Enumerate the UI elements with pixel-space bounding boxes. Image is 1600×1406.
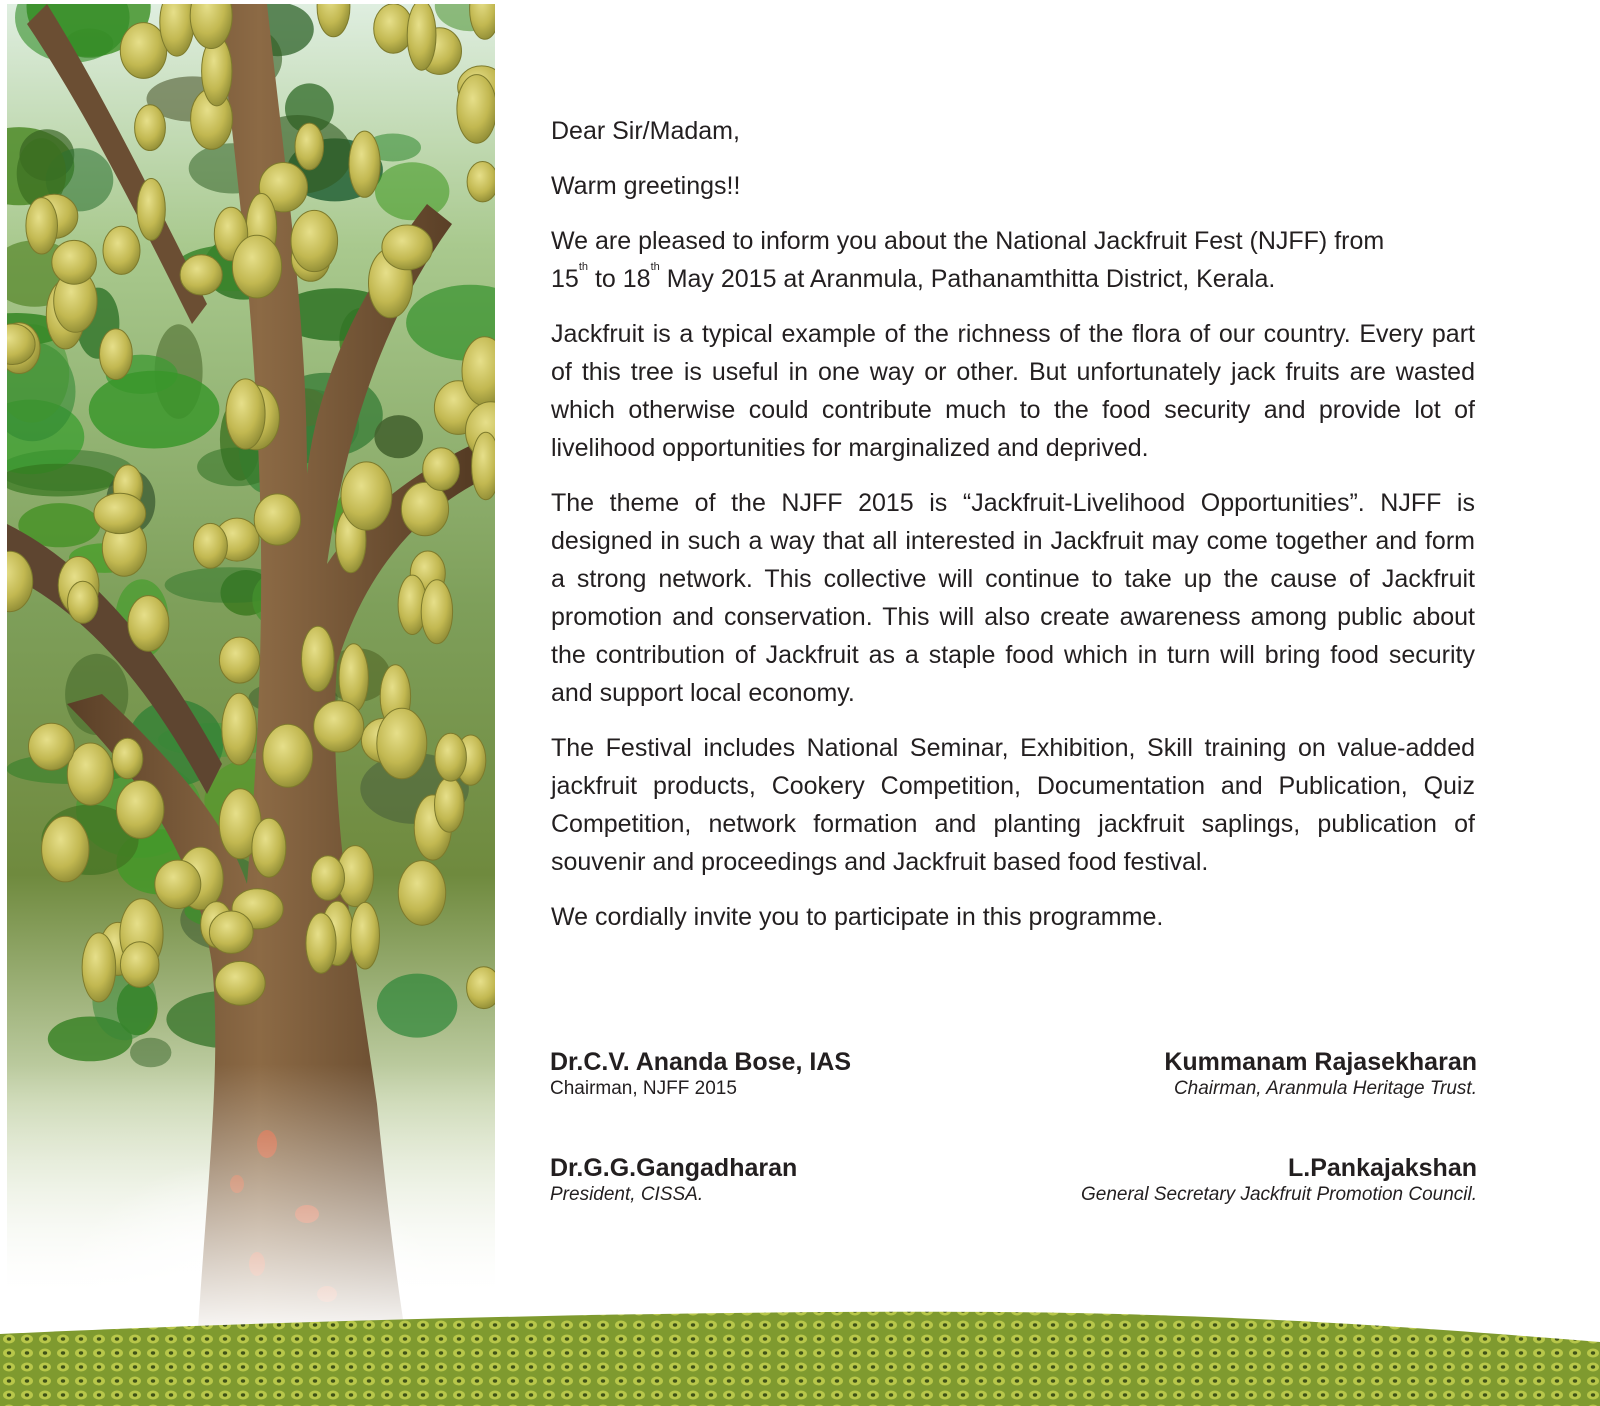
jackfruit bbox=[180, 255, 222, 295]
leaf-cluster bbox=[89, 371, 220, 449]
jackfruit bbox=[470, 4, 495, 39]
jackfruit bbox=[254, 494, 300, 545]
jackfruit bbox=[467, 967, 495, 1009]
jackfruit bbox=[193, 523, 227, 568]
signatory-role: Chairman, NJFF 2015 bbox=[550, 1078, 737, 1099]
jackfruit bbox=[29, 723, 75, 770]
jackfruit bbox=[341, 462, 392, 530]
jackfruit bbox=[377, 708, 427, 779]
jackfruit bbox=[120, 23, 166, 79]
festival-paragraph: The Festival includes National Seminar, Exhibition, Skill training on value-added jackfruit products, Cookery Competition, Documentation and Publication, Quiz Competition, network formation and planting jackfruit saplings, publication of souvenir and proceedings and Jackfruit based food festival. bbox=[551, 734, 1475, 876]
invitation-letter bbox=[551, 112, 1475, 953]
date-from-suffix: th bbox=[578, 261, 588, 273]
leaf-cluster bbox=[130, 1038, 171, 1068]
jackfruit bbox=[94, 493, 146, 533]
jackfruit bbox=[215, 961, 265, 1005]
jackfruit bbox=[467, 162, 495, 202]
jackfruit bbox=[306, 913, 336, 973]
jackfruit-tree-illustration bbox=[7, 4, 495, 1344]
jackfruit bbox=[103, 226, 140, 274]
jackfruit bbox=[117, 780, 164, 838]
jackfruit bbox=[311, 856, 344, 901]
jackfruit bbox=[302, 626, 335, 691]
jackfruit bbox=[382, 225, 433, 270]
jackfruit bbox=[435, 777, 465, 832]
jackfruit bbox=[128, 596, 169, 652]
jackfruit bbox=[68, 581, 99, 623]
signatory-role: President, CISSA. bbox=[550, 1184, 704, 1205]
signature-president-cissa bbox=[550, 1153, 797, 1207]
jackfruit bbox=[317, 4, 350, 37]
jackfruit bbox=[232, 235, 281, 298]
jackfruit bbox=[120, 942, 159, 988]
jackfruit bbox=[219, 637, 259, 683]
jackfruit bbox=[112, 738, 143, 779]
jackfruit bbox=[67, 743, 113, 805]
jackfruit bbox=[407, 4, 436, 70]
jackfruit bbox=[226, 379, 265, 449]
leaf-cluster bbox=[375, 162, 449, 220]
intro-line-2: May 2015 at Aranmula, Pathanamthitta District, Kerala. bbox=[659, 265, 1276, 293]
jackfruit-tree-photo bbox=[7, 4, 495, 1344]
signature-chairman-njff bbox=[550, 1047, 851, 1101]
signatory-role: Chairman, Aranmula Heritage Trust. bbox=[1173, 1078, 1477, 1099]
date-to-suffix: th bbox=[650, 261, 660, 273]
jackfruit bbox=[222, 693, 257, 765]
jackfruit-paragraph: Jackfruit is a typical example of the richness of the flora of our country. Every part of this tree is useful in one way or other. But unfortunately jack fruits are wasted which otherwise could contribute much to the food security and provide lot of livelihood opportunities for marginalized and deprived. bbox=[551, 320, 1475, 462]
invitation-sentence: We cordially invite you to participate in this programme. bbox=[551, 903, 1164, 931]
jackfruit bbox=[351, 902, 380, 969]
jackfruit bbox=[42, 816, 89, 882]
leaf-cluster bbox=[374, 415, 423, 458]
signatory-name: L.Pankajakshan bbox=[1288, 1154, 1477, 1182]
jackfruit bbox=[52, 240, 97, 284]
jackfruit bbox=[398, 861, 445, 926]
signatory-name: Kummanam Rajasekharan bbox=[1164, 1048, 1477, 1076]
date-to-text: to 18 bbox=[588, 265, 651, 293]
signature-general-secretary bbox=[1081, 1153, 1477, 1207]
jackfruit bbox=[314, 701, 364, 752]
jackfruit bbox=[135, 105, 166, 151]
jackfruit bbox=[291, 210, 338, 271]
intro-paragraph bbox=[551, 222, 1475, 298]
jackfruit bbox=[349, 131, 380, 197]
theme-paragraph: The theme of the NJFF 2015 is “Jackfruit-Livelihood Opportunities”. NJFF is designed in such a way that all interested in Jackfruit may come together and form a strong network. This collective will continue to take up the cause of Jackfruit promotion and conservation. This will also create awareness among public about the contribution of Jackfruit as a staple food which in turn will bring food security and support local economy. bbox=[551, 489, 1475, 707]
jackfruit bbox=[263, 724, 313, 787]
jackfruit bbox=[155, 860, 201, 908]
jackfruit bbox=[252, 818, 286, 877]
jackfruit bbox=[295, 123, 324, 170]
jackfruit bbox=[100, 329, 133, 380]
signatory-name: Dr.C.V. Ananda Bose, IAS bbox=[550, 1048, 852, 1076]
signatory-role: General Secretary Jackfruit Promotion Council. bbox=[1081, 1184, 1477, 1205]
jackfruit-texture-band bbox=[0, 1290, 1600, 1406]
intro-line-1: We are pleased to inform you about the National Jackfruit Fest (NJFF) from bbox=[551, 227, 1385, 255]
jackfruit bbox=[209, 911, 253, 953]
jackfruit bbox=[82, 933, 116, 1002]
jackfruit bbox=[423, 448, 460, 491]
jackfruit bbox=[26, 198, 58, 254]
greeting: Warm greetings!! bbox=[551, 172, 741, 200]
texture-band-shape bbox=[0, 1312, 1600, 1406]
signatory-name: Dr.G.G.Gangadharan bbox=[550, 1154, 798, 1182]
signature-chairman-heritage-trust bbox=[1164, 1047, 1477, 1101]
jackfruit bbox=[137, 179, 165, 241]
jackfruit bbox=[457, 75, 495, 144]
salutation: Dear Sir/Madam, bbox=[551, 117, 740, 145]
date-from-day: 15 bbox=[551, 265, 579, 293]
leaf-cluster bbox=[377, 974, 457, 1038]
jackfruit bbox=[435, 733, 466, 781]
jackfruit bbox=[421, 580, 452, 644]
